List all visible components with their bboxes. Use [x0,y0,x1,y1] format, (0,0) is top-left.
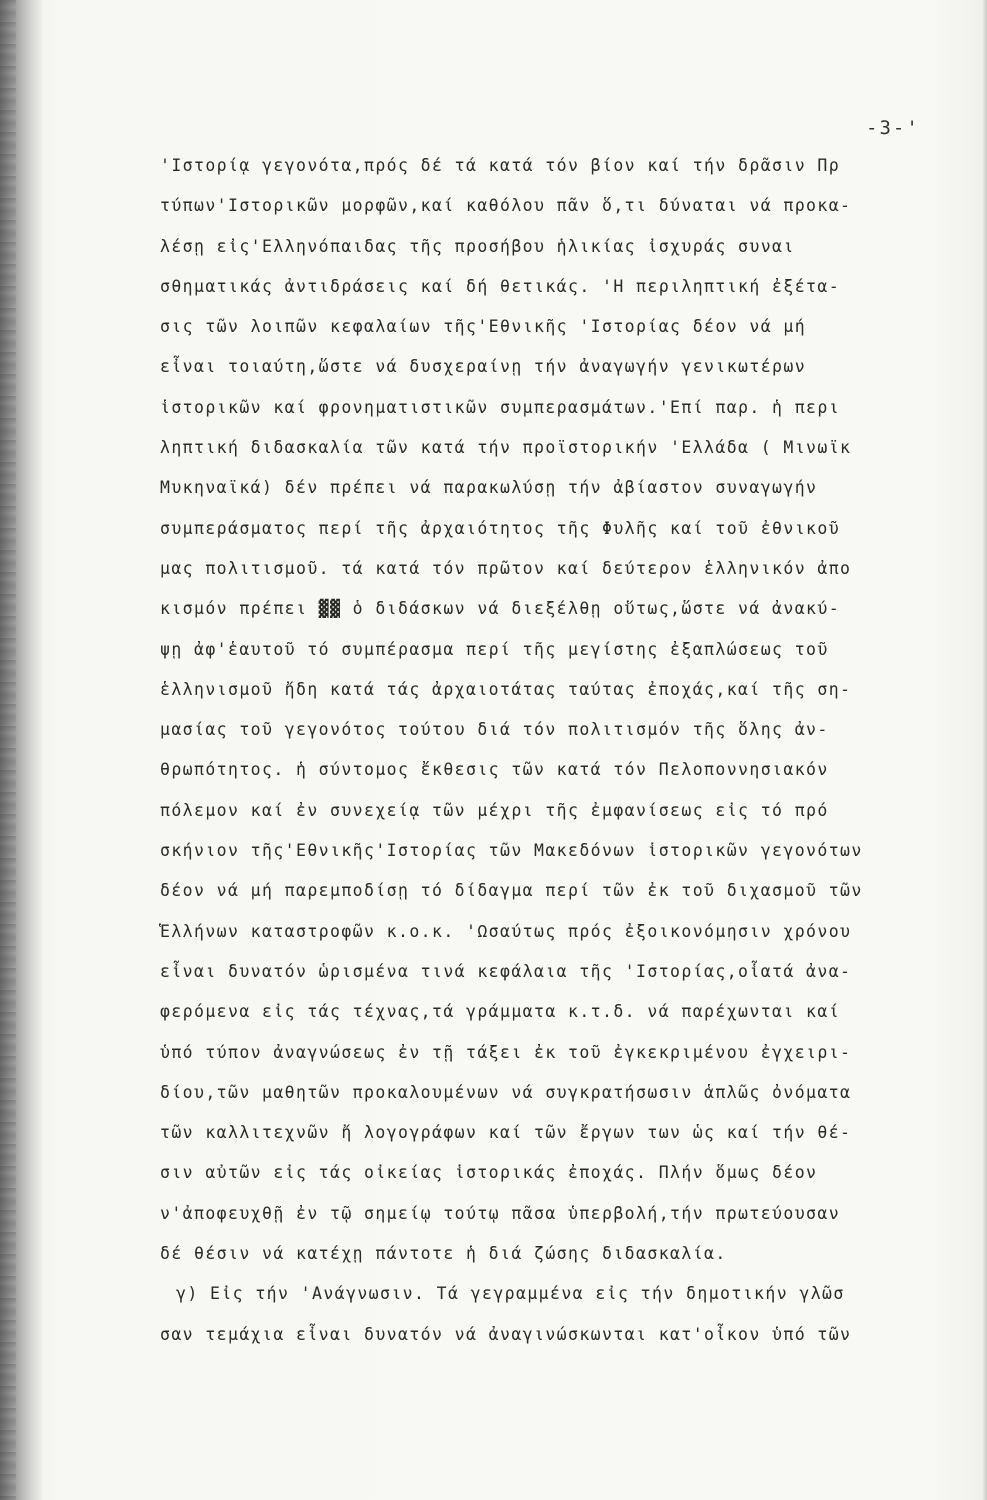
text-line: ν'ἀποφευχθῇ ἐν τῷ σημείῳ τούτῳ πᾶσα ὑπερβολή,τήν πρωτεύουσαν [160,1203,841,1223]
text-line: ψῃ ἀφ'ἑαυτοῦ τό συμπέρασμα περί τῆς μεγίστης ἐξαπλώσεως τοῦ [160,639,829,659]
text-line: μασίας τοῦ γεγονότος τούτου διά τόν πολιτισμόν τῆς ὅλης ἀν- [160,720,829,740]
text-line: θρωπότητος. ἡ σύντομος ἔκθεσις τῶν κατά τόν Πελοποννησιακόν [160,760,829,780]
page-number: -3-' [866,117,920,139]
text-line: μας πολιτισμοῦ. τά κατά τόν πρῶτον καί δεύτερον ἑλληνικόν ἀπο [160,558,852,578]
text-line: σις τῶν λοιπῶν κεφαλαίων τῆς'Εθνικῆς 'Ιστορίας δέον νά μή [160,317,807,337]
text-line: σθηματικάς ἀντιδράσεις καί δή θετικάς. 'Η περιληπτική ἐξέτα- [160,276,841,296]
text-line: ἑλληνισμοῦ ἤδη κατά τάς ἀρχαιοτάτας ταύτας ἐποχάς,καί τῆς ση- [160,679,852,699]
text-line: δέον νά μή παρεμποδίσῃ τό δίδαγμα περί τῶν ἐκ τοῦ διχασμοῦ τῶν [160,881,863,901]
text-line: σκήνιον τῆς'Εθνικῆς'Ιστορίας τῶν Μακεδόνων ἱστορικῶν γεγονότων [160,841,863,861]
text-line: σαν τεμάχια εἶναι δυνατόν νά ἀναγινώσκωνται κατ'οἶκον ὑπό τῶν [160,1324,852,1344]
text-line: ἱστορικῶν καί φρονηματιστικῶν συμπερασμάτων.'Επί παρ. ἡ περι [160,397,841,417]
text-line: σιν αὐτῶν εἰς τάς οἰκείας ἱστορικάς ἐποχάς. Πλήν ὅμως δέον [160,1163,818,1183]
text-line: εἶναι δυνατόν ὡρισμένα τινά κεφάλαια τῆς 'Ιστορίας,οἷατά ἀνα- [160,961,852,981]
scan-right-edge [982,0,987,1500]
text-line: Μυκηναϊκά) δέν πρέπει νά παρακωλύσῃ τήν ἀβίαστον συναγωγήν [160,478,818,498]
text-line: ληπτική διδασκαλία τῶν κατά τήν προϊστορικήν 'Ελλάδα ( Μινωϊκ [160,438,852,458]
text-line: εἶναι τοιαύτη,ὥστε νά δυσχεραίνῃ τήν ἀναγωγήν γενικωτέρων [160,357,807,377]
text-line: λέσῃ εἰς'Ελληνόπαιδας τῆς προσήβου ἡλικίας ἰσχυράς συναι [160,236,795,256]
text-line: ὑπό τύπον ἀναγνώσεως ἐν τῇ τάξει ἐκ τοῦ ἐγκεκριμένου ἐγχειρι- [160,1042,852,1062]
text-line: συμπεράσματος περί τῆς ἀρχαιότητος τῆς Φυλῆς καί τοῦ ἐθνικοῦ [160,518,841,538]
text-line: κισμόν πρέπει ▓▓ ὁ διδάσκων νά διεξέλθῃ οὕτως,ὥστε νά ἀνακύ- [160,599,841,619]
text-line: τῶν καλλιτεχνῶν ἤ λογογράφων καί τῶν ἔργων των ὡς καί τήν θέ- [160,1123,852,1143]
text-line: Ἑλλήνων καταστροφῶν κ.ο.κ. 'Ωσαύτως πρός ἐξοικονόμησιν χρόνου [160,921,852,941]
body-text [160,146,980,1355]
scan-binding-shadow [0,0,44,1500]
text-line: τύπων'Ιστορικῶν μορφῶν,καί καθόλου πᾶν ὅ,τι δύναται νά προκα- [160,196,852,216]
text-line: 'Ιστορίᾳ γεγονότα,πρός δέ τά κατά τόν βίον καί τήν δρᾶσιν Πρ [160,156,841,175]
text-line: γ) Εἰς τήν 'Ανάγνωσιν. Τά γεγραμμένα εἰς τήν δημοτικήν γλῶσ [176,1284,845,1304]
text-line: δίου,τῶν μαθητῶν προκαλουμένων νά συγκρατήσωσιν ἁπλῶς ὀνόματα [160,1082,852,1102]
text-line: δέ θέσιν νά κατέχῃ πάντοτε ἡ διά ζώσης διδασκαλία. [160,1244,727,1264]
text-line: πόλεμον καί ἐν συνεχείᾳ τῶν μέχρι τῆς ἐμφανίσεως εἰς τό πρό [160,800,829,820]
text-line: φερόμενα εἰς τάς τέχνας,τά γράμματα κ.τ.δ. νά παρέχωνται καί [160,1002,841,1022]
